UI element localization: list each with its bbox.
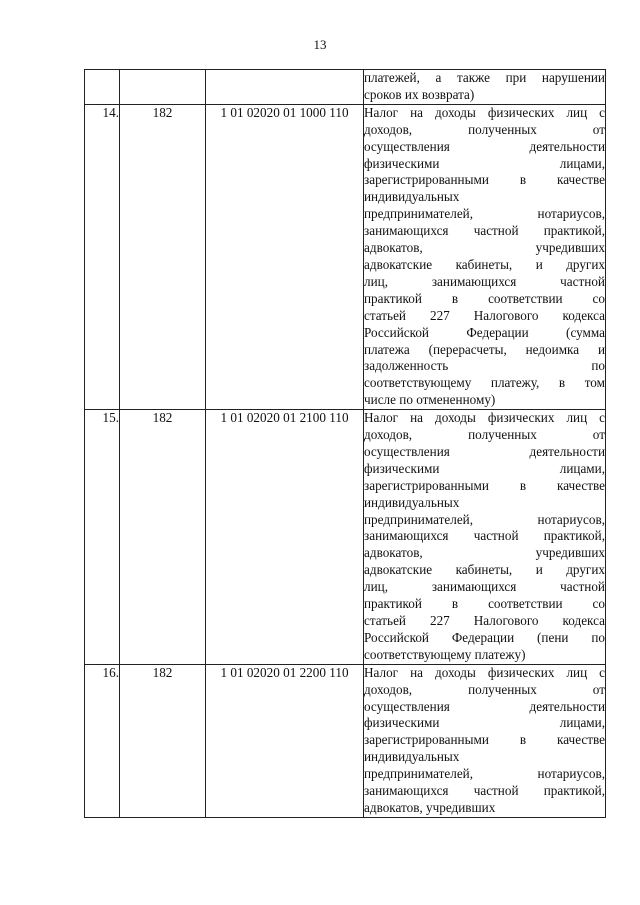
- income-name-line: занимающихся частной практикой,: [364, 223, 605, 239]
- kbk-code-cell: 1 01 02020 01 2100 110: [206, 410, 364, 665]
- income-name-line: адвокатские кабинеты, и других: [364, 562, 605, 578]
- income-name-line: предпринимателей, нотариусов,: [364, 206, 605, 222]
- income-name-line: предпринимателей, нотариусов,: [364, 511, 605, 527]
- income-name-line: лиц, занимающихся частной: [364, 579, 605, 595]
- income-name-line: осуществления деятельности: [364, 698, 605, 714]
- table-body: [85, 70, 606, 818]
- admin-code-cell: [120, 70, 206, 105]
- income-name-line: физическими лицами,: [364, 715, 605, 731]
- income-name-line: адвокатов, учредивших: [364, 545, 605, 561]
- income-name-line: Налог на доходы физических лиц с: [364, 104, 605, 120]
- income-name-line: платежей, а также при нарушении: [364, 70, 605, 85]
- table-row: [85, 104, 606, 409]
- income-name-line: индивидуальных: [364, 189, 460, 205]
- income-name-line: индивидуальных: [364, 494, 460, 510]
- income-name-line: занимающихся частной практикой,: [364, 528, 605, 544]
- income-name-line: адвокатов, учредивших: [364, 240, 605, 256]
- income-name-line: зарегистрированными в качестве: [364, 172, 605, 188]
- income-name-cell: [364, 70, 606, 105]
- income-name-line: сроков их возврата): [364, 86, 475, 102]
- income-name-line: соответствующему платежу, в том: [364, 375, 605, 391]
- income-name-line: зарегистрированными в качестве: [364, 477, 605, 493]
- income-name-line: статьей 227 Налогового кодекса: [364, 307, 605, 323]
- income-name-line: статьей 227 Налогового кодекса: [364, 613, 605, 628]
- income-name-line: Налог на доходы физических лиц с: [364, 664, 605, 680]
- income-name-line: зарегистрированными в качестве: [364, 732, 605, 748]
- row-number-cell: 16.: [85, 664, 120, 817]
- income-name-line: доходов, полученных от: [364, 121, 605, 137]
- page-number: 13: [313, 37, 327, 52]
- income-name-line: задолженность по: [364, 358, 605, 374]
- row-number-cell: 14.: [85, 104, 120, 409]
- table-row: [85, 664, 606, 817]
- income-name-line: индивидуальных: [364, 749, 460, 765]
- income-name-line: адвокатов, учредивших: [364, 799, 496, 815]
- income-name-line: практикой в соответствии со: [364, 290, 605, 306]
- income-name-line: осуществления деятельности: [364, 138, 605, 154]
- income-name-line: адвокатские кабинеты, и других: [364, 256, 605, 272]
- income-name-line: лиц, занимающихся частной: [364, 273, 605, 289]
- income-name-line: осуществления деятельности: [364, 443, 605, 459]
- income-name-line: предпринимателей, нотариусов,: [364, 766, 605, 782]
- row-number-cell: [85, 70, 120, 105]
- income-name-cell: [364, 104, 606, 409]
- income-name-line: Российской Федерации (пени по: [364, 629, 605, 645]
- table-row: [85, 70, 606, 105]
- kbk-code-cell: 1 01 02020 01 1000 110: [206, 104, 364, 409]
- kbk-code-cell: 1 01 02020 01 2200 110: [206, 664, 364, 817]
- kbk-code-cell: [206, 70, 364, 105]
- admin-code-cell: 182: [120, 664, 206, 817]
- admin-code-cell: 182: [120, 410, 206, 665]
- income-name-line: физическими лицами,: [364, 155, 605, 171]
- income-name-line: занимающихся частной практикой,: [364, 783, 605, 799]
- income-name-line: физическими лицами,: [364, 460, 605, 476]
- admin-code-cell: 182: [120, 104, 206, 409]
- budget-classification-table: [84, 69, 606, 818]
- income-name-line: соответствующему платежу): [364, 646, 526, 662]
- income-name-cell: [364, 410, 606, 665]
- income-name-line: доходов, полученных от: [364, 681, 605, 697]
- income-name-line: доходов, полученных от: [364, 427, 605, 443]
- income-name-line: платежа (перерасчеты, недоимка и: [364, 341, 605, 357]
- row-number-cell: 15.: [85, 410, 120, 665]
- table-row: [85, 410, 606, 665]
- income-name-cell: [364, 664, 606, 817]
- income-name-line: практикой в соответствии со: [364, 596, 605, 612]
- income-name-line: Российской Федерации (сумма: [364, 324, 605, 340]
- income-name-line: числе по отмененному): [364, 392, 496, 408]
- income-name-line: Налог на доходы физических лиц с: [364, 410, 605, 426]
